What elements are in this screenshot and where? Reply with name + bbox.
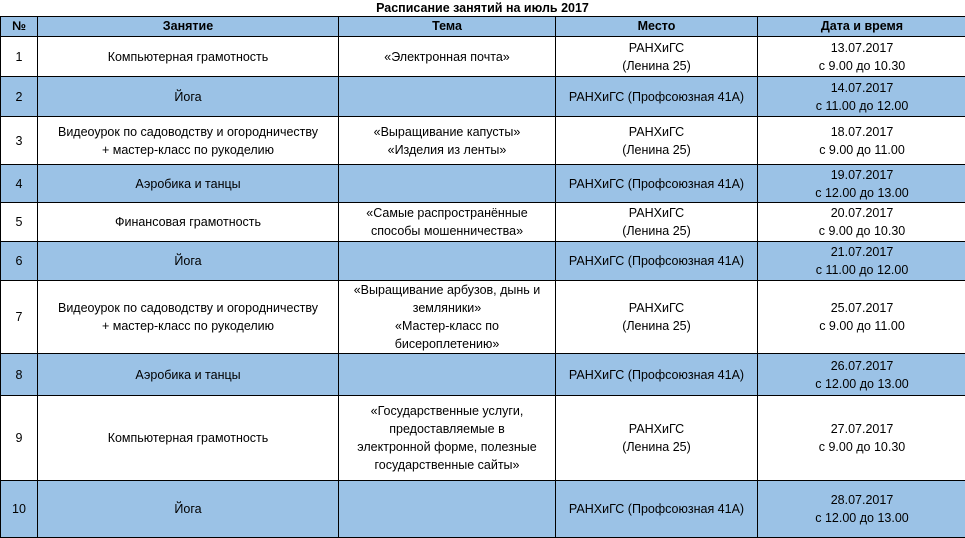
cell-num: 1 <box>1 37 38 77</box>
cell-topic: «Государственные услуги, предоставляемые в электронной форме, полезные государственные сайты» <box>339 396 556 481</box>
cell-num: 5 <box>1 203 38 242</box>
table-row <box>1 481 965 538</box>
cell-place: РАНХиГС (Ленина 25) <box>556 117 758 165</box>
cell-activity: Финансовая грамотность <box>38 203 339 242</box>
cell-datetime: 25.07.2017 с 9.00 до 11.00 <box>758 281 965 354</box>
cell-place: РАНХиГС (Профсоюзная 41А) <box>556 354 758 396</box>
cell-num: 7 <box>1 281 38 354</box>
cell-activity: Йога <box>38 481 339 538</box>
header-row <box>1 17 965 37</box>
cell-datetime: 26.07.2017 с 12.00 до 13.00 <box>758 354 965 396</box>
cell-place: РАНХиГС (Ленина 25) <box>556 396 758 481</box>
cell-topic <box>339 481 556 538</box>
page-title: Расписание занятий на июль 2017 <box>376 1 589 15</box>
cell-place: РАНХиГС (Ленина 25) <box>556 281 758 354</box>
header-datetime: Дата и время <box>758 17 965 37</box>
table-row <box>1 117 965 165</box>
cell-topic <box>339 242 556 281</box>
table-row <box>1 242 965 281</box>
schedule-table <box>0 16 965 538</box>
cell-num: 8 <box>1 354 38 396</box>
cell-datetime: 13.07.2017 с 9.00 до 10.30 <box>758 37 965 77</box>
cell-datetime: 28.07.2017 с 12.00 до 13.00 <box>758 481 965 538</box>
cell-num: 4 <box>1 165 38 203</box>
cell-num: 3 <box>1 117 38 165</box>
cell-topic: «Электронная почта» <box>339 37 556 77</box>
cell-datetime: 20.07.2017 с 9.00 до 10.30 <box>758 203 965 242</box>
table-row <box>1 354 965 396</box>
cell-place: РАНХиГС (Профсоюзная 41А) <box>556 242 758 281</box>
header-topic: Тема <box>339 17 556 37</box>
cell-topic <box>339 354 556 396</box>
cell-datetime: 27.07.2017 с 9.00 до 10.30 <box>758 396 965 481</box>
cell-datetime: 18.07.2017 с 9.00 до 11.00 <box>758 117 965 165</box>
table-row <box>1 165 965 203</box>
cell-topic <box>339 77 556 117</box>
cell-activity: Видеоурок по садоводству и огородничеству + мастер-класс по рукоделию <box>38 117 339 165</box>
cell-topic <box>339 165 556 203</box>
cell-activity: Аэробика и танцы <box>38 354 339 396</box>
cell-num: 9 <box>1 396 38 481</box>
cell-place: РАНХиГС (Профсоюзная 41А) <box>556 481 758 538</box>
table-row <box>1 281 965 354</box>
cell-activity: Компьютерная грамотность <box>38 396 339 481</box>
header-num: № <box>1 17 38 37</box>
table-row <box>1 396 965 481</box>
cell-activity: Аэробика и танцы <box>38 165 339 203</box>
cell-place: РАНХиГС (Ленина 25) <box>556 203 758 242</box>
cell-datetime: 21.07.2017 с 11.00 до 12.00 <box>758 242 965 281</box>
cell-topic: «Выращивание капусты» «Изделия из ленты» <box>339 117 556 165</box>
cell-activity: Йога <box>38 77 339 117</box>
cell-topic: «Самые распространённые способы мошенничества» <box>339 203 556 242</box>
cell-datetime: 14.07.2017 с 11.00 до 12.00 <box>758 77 965 117</box>
table-row <box>1 203 965 242</box>
cell-place: РАНХиГС (Профсоюзная 41А) <box>556 77 758 117</box>
table-row <box>1 77 965 117</box>
cell-place: РАНХиГС (Профсоюзная 41А) <box>556 165 758 203</box>
cell-num: 2 <box>1 77 38 117</box>
cell-place: РАНХиГС (Ленина 25) <box>556 37 758 77</box>
cell-activity: Йога <box>38 242 339 281</box>
header-activity: Занятие <box>38 17 339 37</box>
cell-datetime: 19.07.2017 с 12.00 до 13.00 <box>758 165 965 203</box>
cell-num: 6 <box>1 242 38 281</box>
table-row <box>1 37 965 77</box>
header-place: Место <box>556 17 758 37</box>
cell-topic: «Выращивание арбузов, дынь и земляники» «Мастер-класс по бисероплетению» <box>339 281 556 354</box>
cell-num: 10 <box>1 481 38 538</box>
cell-activity: Компьютерная грамотность <box>38 37 339 77</box>
cell-activity: Видеоурок по садоводству и огородничеству + мастер-класс по рукоделию <box>38 281 339 354</box>
